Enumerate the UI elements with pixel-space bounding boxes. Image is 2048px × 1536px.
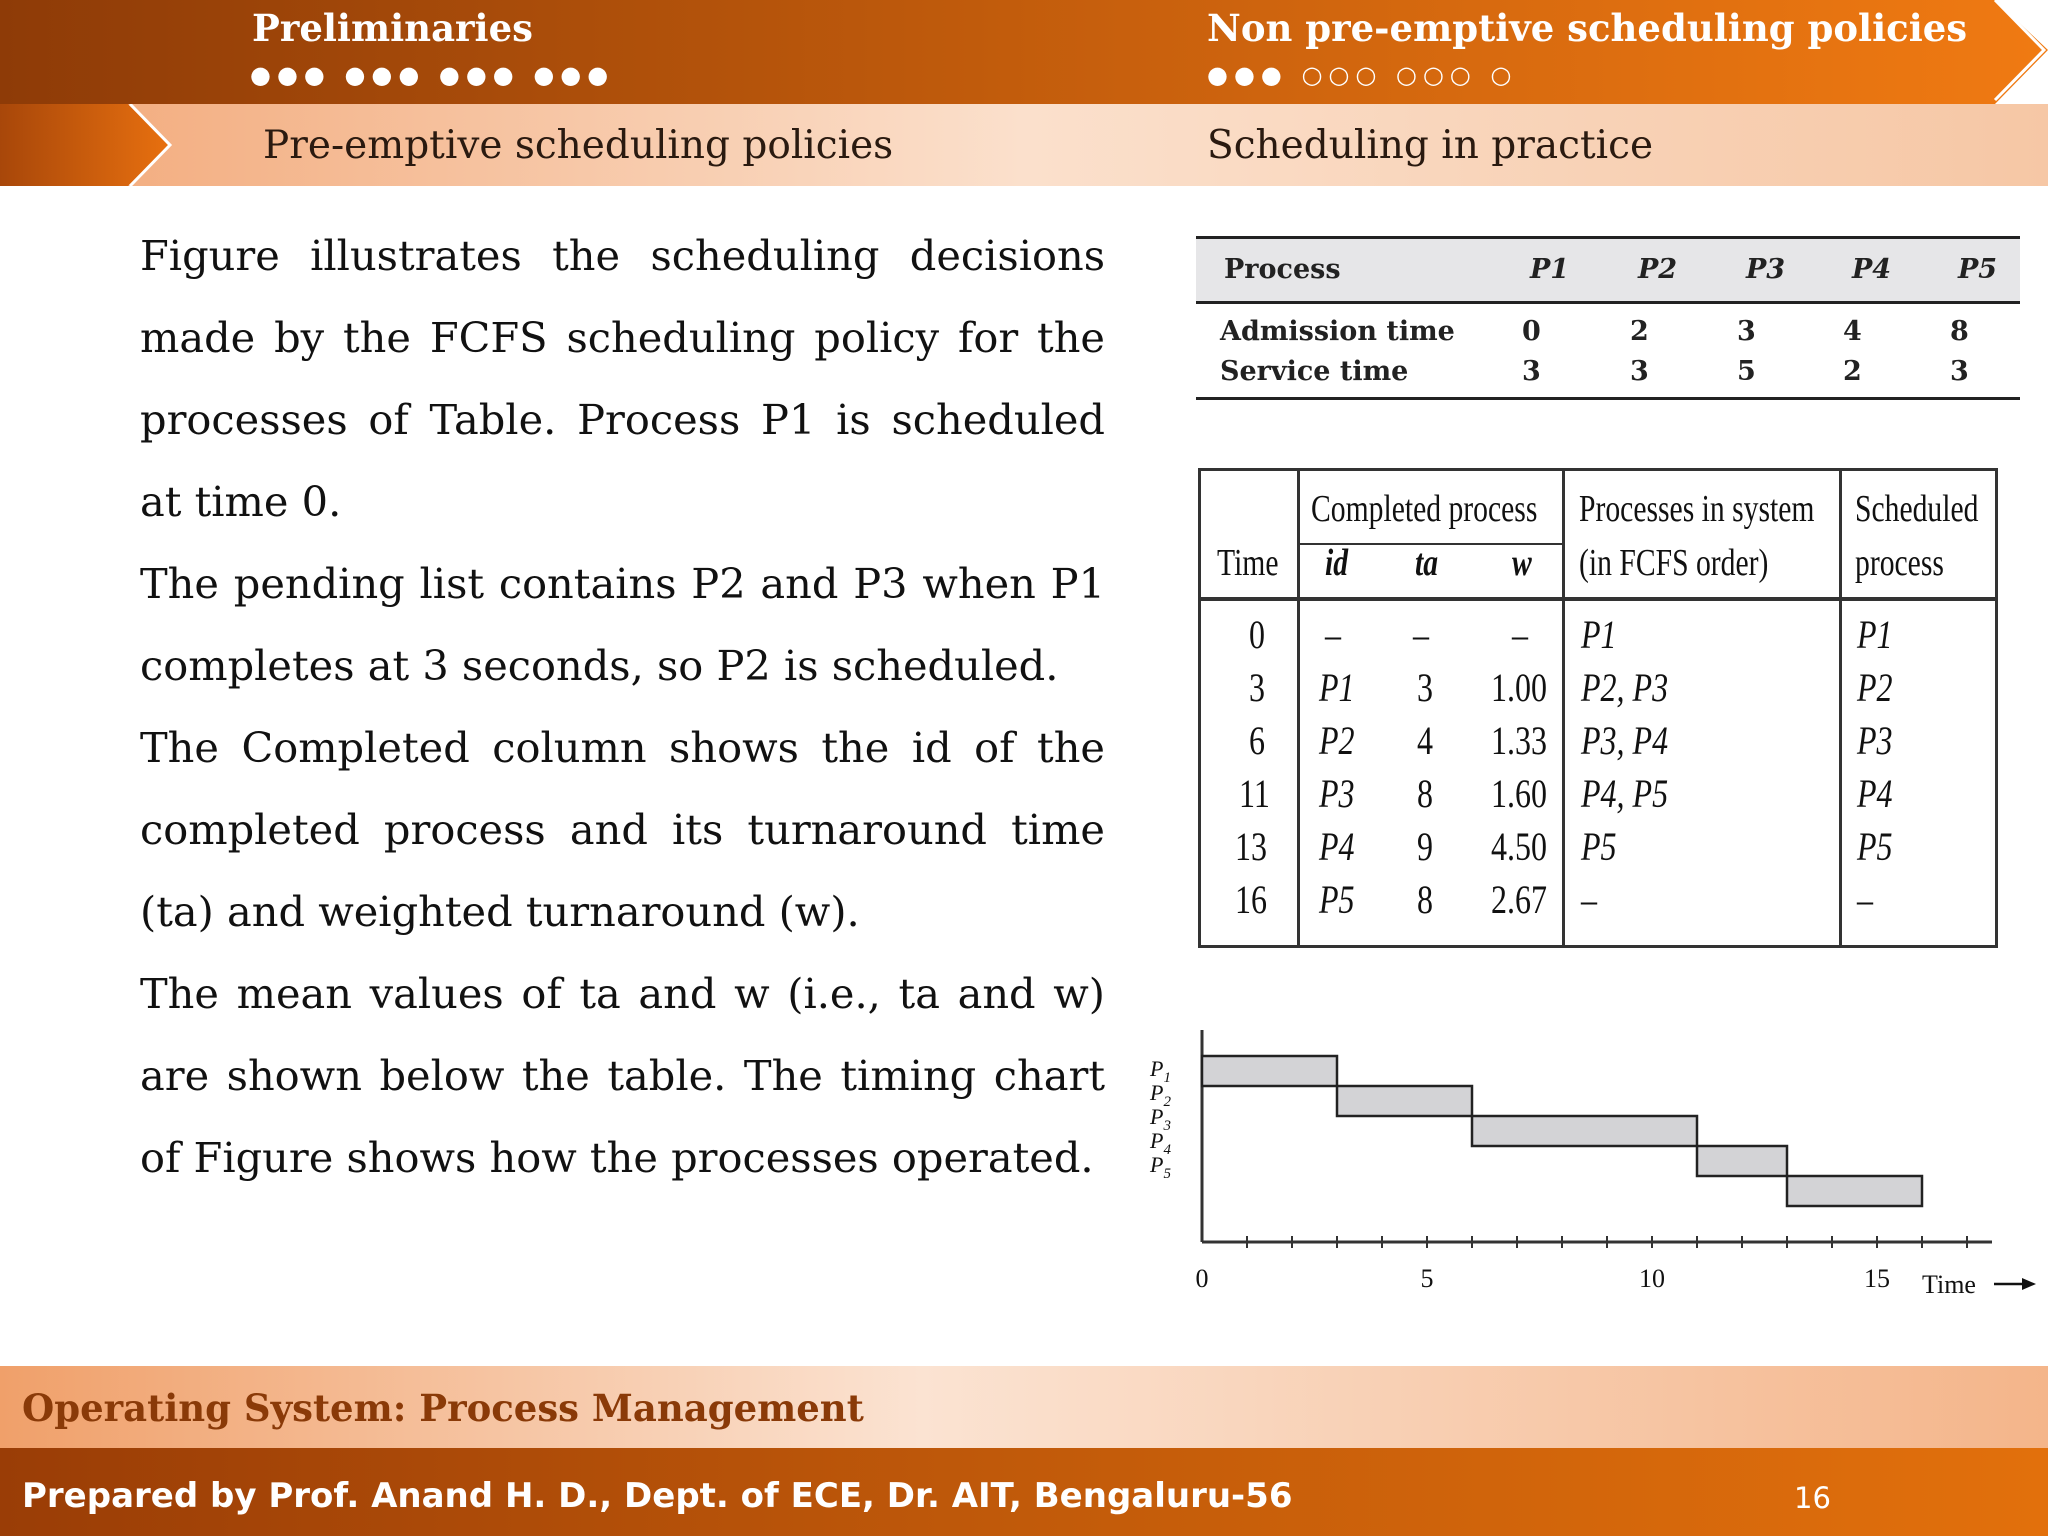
header-w: w [1512,542,1532,584]
table-cell: 8 [1950,316,1969,347]
footer-prepared-by: Prepared by Prof. Anand H. D., Dept. of ECE, Dr. AIT, Bengaluru-56 [22,1476,1293,1516]
cell-scheduled: P4 [1857,771,1893,816]
cell-ta: 8 [1417,877,1433,922]
nav-section-preliminaries[interactable]: Preliminaries [252,6,533,50]
paragraph-fcfs-intro: Figure illustrates the scheduling decisions made by the FCFS scheduling policy for the processes of Table. Process P1 is scheduled at time 0. [140,231,1105,526]
gantt-bar-p2 [1337,1086,1472,1116]
nav-section-non-preemptive[interactable]: Non pre-emptive scheduling policies [1207,6,1968,50]
x-axis-label: Time [1922,1270,1976,1299]
cell-scheduled: – [1857,877,1873,922]
cell-in-system: – [1581,877,1597,922]
cell-scheduled: P1 [1857,612,1893,657]
footer-course-title: Operating System: Process Management [22,1386,864,1430]
table-cell: 3 [1522,356,1541,387]
cell-id: P2 [1319,718,1355,763]
cell-scheduled: P3 [1857,718,1893,763]
nav-section-scheduling-practice[interactable]: Scheduling in practice [1207,123,1654,168]
header-processes-in-system: Processes in system [1579,488,1815,530]
header-process: Process [1224,254,1341,285]
cell-w: 2.67 [1491,877,1547,922]
table-cell: 3 [1630,356,1649,387]
header-p2: P2 [1638,254,1678,285]
table-cell: 5 [1737,356,1756,387]
y-axis-label-p3: $P_3$ [1150,1104,1171,1134]
cell-id: P5 [1319,877,1355,922]
nav-section-preemptive[interactable]: Pre-emptive scheduling policies [263,123,894,168]
cell-w: 4.50 [1491,824,1547,869]
cell-ta: 9 [1417,824,1433,869]
cell-ta: 4 [1417,718,1433,763]
table-cell: 3 [1737,316,1756,347]
fcfs-timing-chart [1140,1010,2048,1310]
gantt-bar-p5 [1787,1176,1922,1206]
header-id: id [1325,542,1349,584]
nav-progress-dots-right[interactable]: ●●● ○○○ ○○○ ○ [1207,61,1518,89]
time-arrow-icon [1994,1278,2036,1290]
cell-in-system: P1 [1581,612,1617,657]
gantt-bar-p4 [1697,1146,1787,1176]
header-p1: P1 [1530,254,1570,285]
y-axis-label-p5: $P_5$ [1150,1152,1171,1182]
cell-w: – [1512,612,1528,657]
cell-w: 1.60 [1491,771,1547,816]
table-cell: 4 [1843,316,1862,347]
y-axis-label-p2: $P_2$ [1150,1080,1171,1110]
cell-w: 1.00 [1491,665,1547,710]
fcfs-scheduling-table [1198,468,1998,948]
cell-scheduled: P2 [1857,665,1893,710]
cell-ta: 3 [1417,665,1433,710]
cell-in-system: P3, P4 [1581,718,1669,763]
row-label: Service time [1220,356,1409,387]
cell-time: 13 [1235,824,1267,869]
page-number: 16 [1794,1481,1831,1515]
header-p5: P5 [1958,254,1998,285]
table-cell: 2 [1630,316,1649,347]
cell-id: P4 [1319,824,1355,869]
slide-body-text [140,215,1105,1199]
gantt-bar-p3 [1472,1116,1697,1146]
row-label: Admission time [1220,316,1455,347]
table-cell: 3 [1950,356,1969,387]
nav-progress-dots-left[interactable]: ●●● ●●● ●●● ●●● [250,61,615,89]
cell-time: 0 [1249,612,1265,657]
cell-time: 11 [1239,771,1270,816]
gantt-bar-p1 [1202,1056,1337,1086]
cell-id: P3 [1319,771,1355,816]
x-tick-label: 15 [1864,1264,1890,1293]
cell-id: P1 [1319,665,1355,710]
y-axis-label-p4: $P_4$ [1150,1128,1171,1158]
header-scheduled: Scheduled [1855,488,1979,530]
cell-in-system: P5 [1581,824,1617,869]
cell-id: – [1325,612,1341,657]
paragraph-completed-column: The Completed column shows the id of the completed process and its turnaround time (ta) and weighted turnaround (w). [140,723,1105,936]
y-axis-label-p1: $P_1$ [1150,1056,1171,1086]
header-completed-process: Completed process [1311,488,1538,530]
table-cell: 2 [1843,356,1862,387]
header-p4: P4 [1852,254,1892,285]
x-tick-label: 0 [1195,1264,1209,1293]
cell-scheduled: P5 [1857,824,1893,869]
header-time: Time [1217,542,1279,584]
x-tick-label: 10 [1639,1264,1665,1293]
header-p3: P3 [1746,254,1786,285]
cell-ta: 8 [1417,771,1433,816]
paragraph-pending-list: The pending list contains P2 and P3 when P1 completes at 3 seconds, so P2 is scheduled. [140,559,1105,690]
header-process: process [1855,542,1944,584]
cell-time: 16 [1235,877,1267,922]
header-fcfs-order: (in FCFS order) [1579,542,1769,584]
cell-in-system: P4, P5 [1581,771,1669,816]
cell-w: 1.33 [1491,718,1547,763]
paragraph-mean-values: The mean values of ta and w (i.e., ta and w) are shown below the table. The timing chart of Figure shows how the processes operated. [140,969,1105,1182]
header-ta: ta [1415,542,1439,584]
cell-time: 3 [1249,665,1265,710]
cell-ta: – [1413,612,1429,657]
table-cell: 0 [1522,316,1541,347]
cell-in-system: P2, P3 [1581,665,1669,710]
x-tick-label: 5 [1420,1264,1434,1293]
cell-time: 6 [1249,718,1265,763]
